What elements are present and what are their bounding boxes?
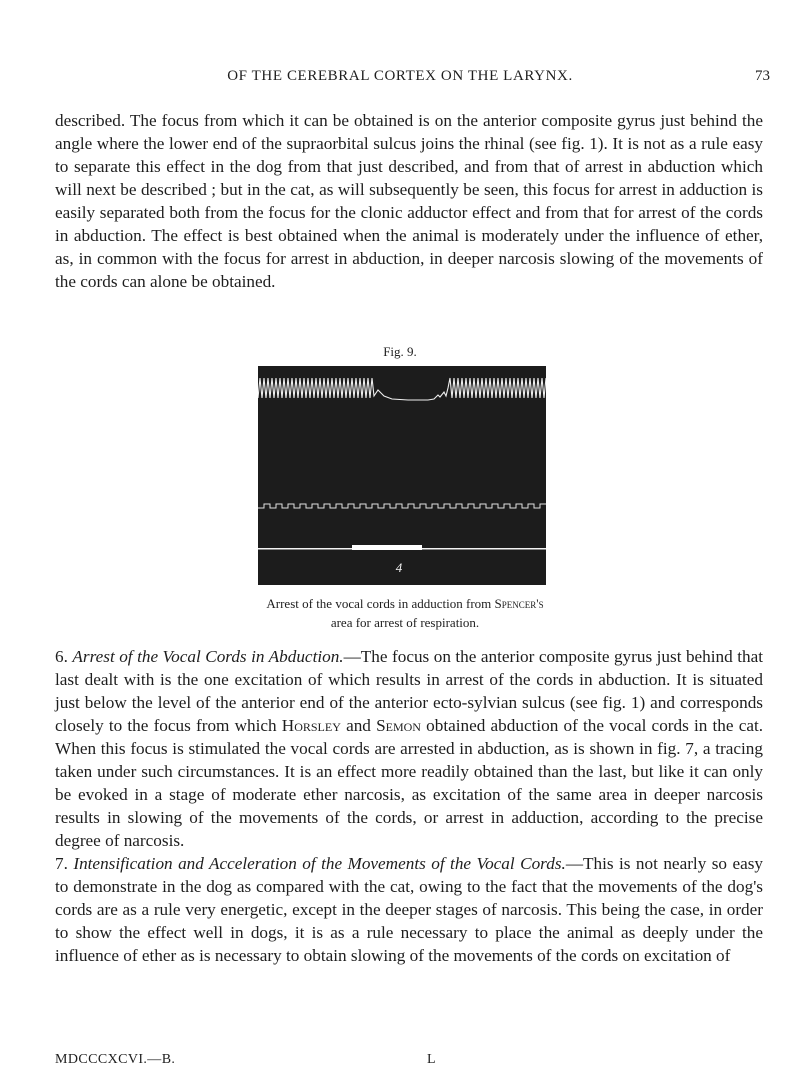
author-horsley: Horsley [281, 716, 341, 735]
tracing-svg [258, 366, 546, 585]
section-6-and: and [346, 716, 371, 735]
paragraph-top: described. The focus from which it can be obtained is on the anterior composite gyrus just behind the angle where the lower end of the supraorbital sulcus joins the rhinal (see fig. 1). It is not as a rule easy to separate this effect in the dog from that just described, and from that of arrest in abduction which will next be described ; but in the cat, as will subsequently be seen, this focus for arrest in adduction is easily separated both from the focus for the clonic adductor effect and from that for arrest of the cords in abduction. The effect is best obtained when the animal is moderately under the influence of ether, as, in common with the focus for arrest in abduction, in deeper narcosis slowing of the movements of the cords can alone be obtained. [55, 111, 763, 291]
section-7-title: Intensification and Acceleration of the Movements of the Vocal Cords. [73, 854, 566, 873]
running-head: OF THE CEREBRAL CORTEX ON THE LARYNX. [227, 68, 573, 84]
page-number: 73 [755, 68, 770, 84]
caption-name: Spencer's [494, 596, 544, 611]
caption-text-b: area for arrest of respiration. [330, 615, 480, 630]
section-6-text-b: obtained abduction of the vocal cords in the cat. When this focus is stimulated the vocal cords are arrested in abduction, as is shown in fig. 7, a tracing taken under such circumstances. It is an effect more readily obtained than the last, but like it can only be evoked in a stage of moderate ether narcosis, as excitation of the same area in deeper narcosis results in slowing of the movements of the cords, or arrest in adduction, according to the precise degree of narcosis. [55, 716, 764, 850]
figure-tracing [258, 366, 546, 585]
figure-caption [255, 594, 555, 632]
section-6-paragraph [55, 645, 763, 852]
footer-signature: MDCCCXCVI.—B. [55, 1052, 176, 1067]
section-7-paragraph [55, 852, 763, 967]
figure-label: Fig. 9. [383, 344, 417, 359]
section-6-text-a: —The focus on the anterior composite gyrus just behind that last dealt with is the one excitation of which results in arrest of the cords in abduction. It is situated just below the level of the anterior end of the anterior ecto-sylvian sulcus (see fig. 1) and corresponds closely to the focus from which [55, 647, 764, 735]
figure-inset-mark: 4 [395, 560, 403, 575]
section-6-number: 6. [55, 647, 68, 666]
section-6-title: Arrest of the Vocal Cords in Abduction. [72, 647, 344, 666]
author-semon: Semon [376, 716, 421, 735]
section-7-number: 7. [55, 854, 68, 873]
caption-text-a: Arrest of the vocal cords in adduction from [266, 596, 492, 611]
footer-letter: L [427, 1052, 436, 1067]
section-7-text: —This is not nearly so easy to demonstrate in the dog as compared with the cat, owing to the fact that the movements of the dog's cords are as a rule very energetic, except in the deeper stages of narcosis. This being the case, in order to show the effect well in dogs, it is as a rule necessary to place the animal as deeply under the influence of ether as is necessary to obtain slowing of the movements of the cords on excitation of [55, 854, 764, 965]
stimulus-signal-bar [352, 545, 422, 550]
